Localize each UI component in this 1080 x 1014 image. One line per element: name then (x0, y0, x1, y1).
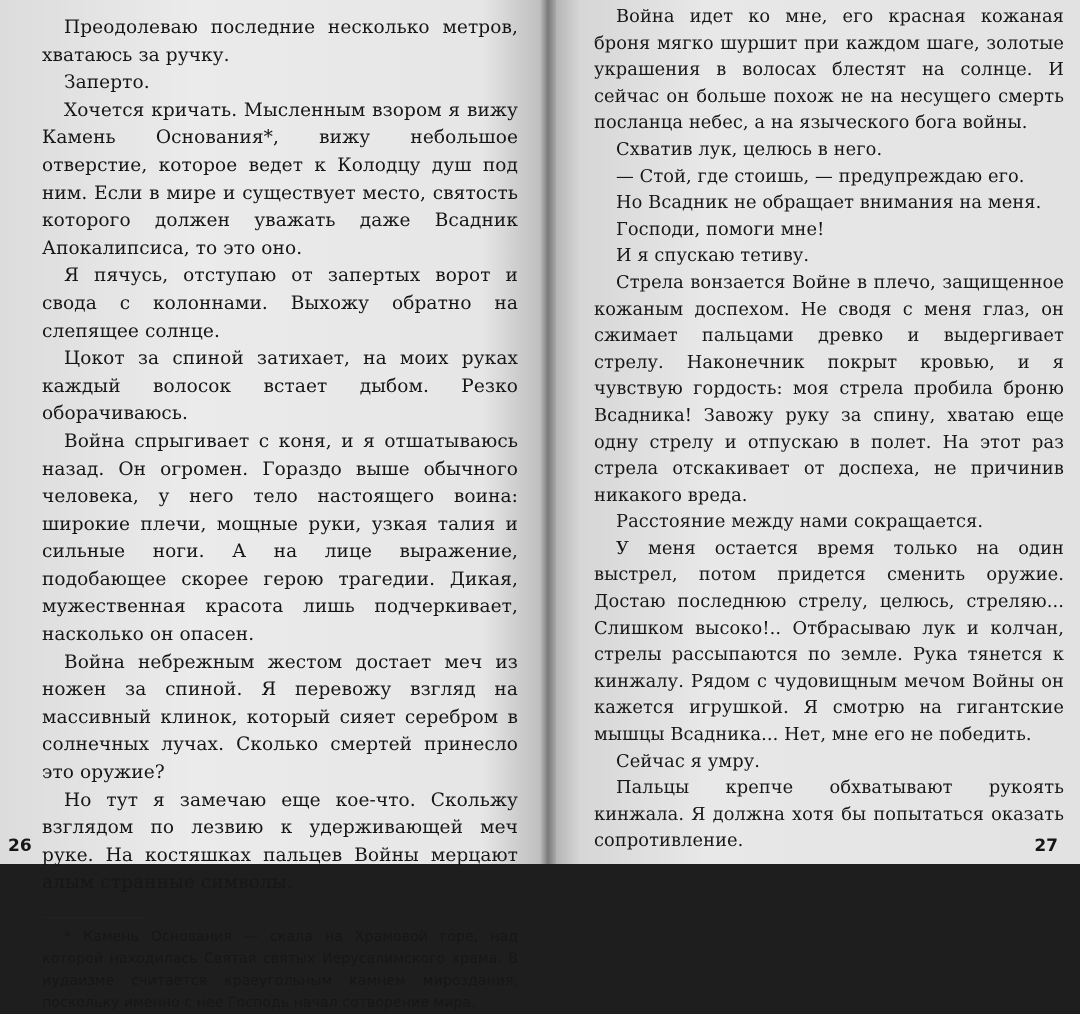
right-page-text (594, 4, 1064, 855)
paragraph: Заперто. (64, 72, 150, 94)
paragraph: Война спрыгивает с коня, и я отшатываюсь назад. Он огромен. Гораздо выше обычного человека, у него тело настоящего воина: широкие плечи, мощные руки, узкая талия и сильные ноги. А на лице выражение, подобающее скорее герою трагедии. Дикая, мужественная красота лишь подчеркивает, насколько он опасен. (42, 430, 518, 646)
page-number-left: 26 (8, 836, 32, 856)
footnote (42, 926, 518, 1014)
book-gutter (540, 0, 556, 864)
left-page-text (42, 14, 518, 897)
paragraph: Стрела вонзается Войне в плечо, защищенное кожаным доспехом. Не сводя с меня глаз, он сжимает пальцами древко и выдергивает стрелу. Наконечник покрыт кровью, и я чувствую гордость: моя стрела пробила броню Всадника! Завожу руку за спину, хватаю еще одну стрелу и отпускаю в полет. На этот раз стрела отскакивает от доспеха, не причинив никакого вреда. (594, 271, 1064, 506)
paragraph: Я пячусь, отступаю от запертых ворот и свода с колоннами. Выхожу обратно на слепящее солнце. (42, 265, 518, 342)
paragraph: Господи, помоги мне! (616, 218, 825, 240)
paragraph: Война небрежным жестом достает меч из ножен за спиной. Я перевожу взгляд на массивный клинок, который сияет серебром в солнечных лучах. Сколько смертей принесло это оружие? (42, 651, 518, 784)
paragraph: И я спускаю тетиву. (616, 245, 810, 267)
paragraph: Пальцы крепче обхватывают рукоять кинжала. Я должна хотя бы попытаться оказать сопротивление. (594, 777, 1064, 852)
paragraph: Война идет ко мне, его красная кожаная броня мягко шуршит при каждом шаге, золотые украшения в волосах блестят на солнце. И сейчас он больше похож не на несущего смерть посланца небес, а на языческого бога войны. (594, 6, 1064, 134)
paragraph: Преодолеваю последние несколько метров, хватаюсь за ручку. (42, 17, 518, 66)
paragraph: Хочется кричать. Мысленным взором я вижу Камень Основания*, вижу небольшое отверстие, которое ведет к Колодцу душ под ним. Если в мире и существует место, святость которого должен уважать даже Всадник Апокалипсиса, то это оно. (42, 99, 518, 259)
paragraph: — Стой, где стоишь, — предупреждаю его. (616, 165, 1025, 187)
paragraph: Расстояние между нами сокращается. (616, 511, 984, 533)
right-page (548, 0, 1080, 864)
paragraph: Сейчас я умру. (616, 750, 761, 772)
paragraph: У меня остается время только на один выстрел, потом придется сменить оружие. Достаю последнюю стрелу, целюсь, стреляю... Слишком высоко!.. Отбрасываю лук и колчан, стрелы рассыпаются по земле. Рука тянется к кинжалу. Рядом с чудовищным мечом Войны он кажется игрушкой. Я смотрю на гигантские мышцы Всадника... Нет, мне его не победить. (594, 537, 1064, 746)
footnote-text: * Камень Основания — скала на Храмовой горе, над которой находилась Святая святых Иерусалимского храма. В иудаизме считается краеугольным камнем мироздания, поскольку именно с нее Господь начал сотворение мира. (42, 929, 518, 1011)
paragraph: Схватив лук, целюсь в него. (616, 138, 883, 160)
paragraph: Но Всадник не обращает внимания на меня. (616, 192, 1042, 214)
footnote-divider (42, 917, 147, 918)
paragraph: Цокот за спиной затихает, на моих руках каждый волосок встает дыбом. Резко оборачиваюсь. (42, 348, 518, 425)
paragraph: Но тут я замечаю еще кое-что. Скольжу взглядом по лезвию к удерживающей меч руке. На костяшках пальцев Войны мерцают алым странные символы. (42, 789, 518, 894)
page-number-right: 27 (1034, 836, 1058, 856)
